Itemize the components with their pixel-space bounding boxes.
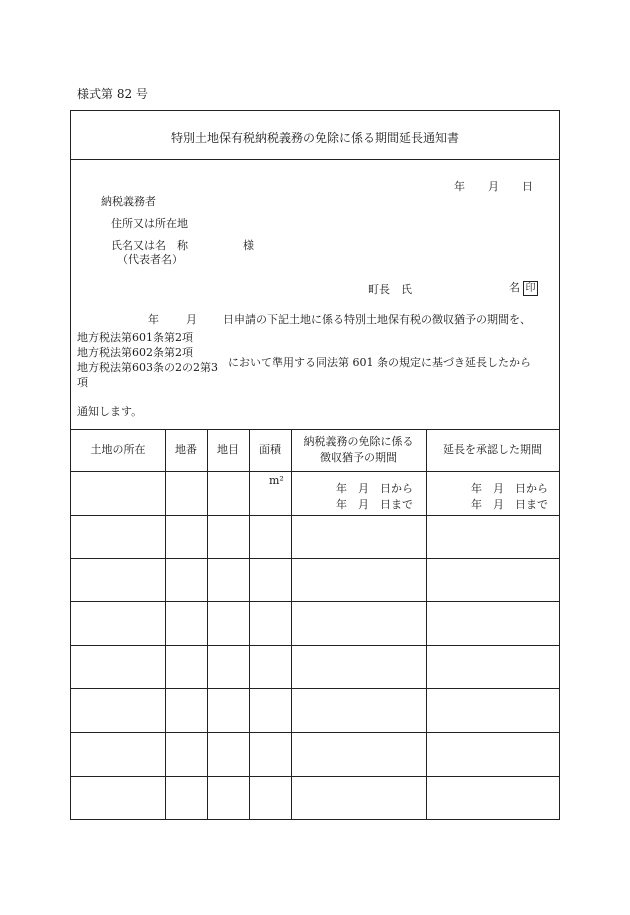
closing-text: 通知します。 [77, 405, 143, 418]
law-option: 地方税法第601条第2項 [77, 331, 193, 344]
row-divider [71, 515, 559, 516]
law-option: 地方税法第603条の2の2第3 [77, 361, 218, 374]
row-divider [71, 688, 559, 689]
deferral-from: 年 月 日から [336, 482, 413, 495]
header-deferral-line2: 徴収猶予の期間 [320, 451, 397, 464]
address-label: 住所又は所在地 [111, 217, 188, 230]
approved-from: 年 月 日から [471, 482, 548, 495]
column-divider [249, 429, 250, 819]
document-title: 特別土地保有税納税義務の免除に係る期間延長通知書 [170, 131, 459, 145]
law-option: 項 [77, 376, 88, 389]
row-divider [71, 732, 559, 733]
row-divider [71, 645, 559, 646]
area-unit: m² [269, 474, 284, 487]
row-divider [71, 776, 559, 777]
approved-to: 年 月 日まで [471, 498, 548, 511]
law-suffix: において準用する同法第 601 条の規定に基づき延長したから [228, 356, 531, 369]
column-divider [426, 429, 427, 819]
title-divider [71, 159, 559, 160]
request-year: 年 [148, 313, 159, 326]
header-area: 面積 [259, 443, 281, 456]
honorific: 様 [243, 239, 254, 252]
row-divider [71, 558, 559, 559]
header-deferral-line1: 納税義務の免除に係る [303, 435, 414, 448]
seal-mark: 印 [523, 281, 538, 296]
taxpayer-label: 納税義務者 [101, 195, 156, 208]
header-land-category: 地目 [217, 443, 239, 456]
row-divider [71, 601, 559, 602]
column-divider [207, 429, 208, 819]
issuer-name-label: 名 [509, 281, 520, 294]
request-text: 日申請の下記土地に係る特別土地保有税の徴収猶予の期間を、 [223, 313, 531, 326]
date-month: 月 [488, 180, 499, 193]
notice-form [70, 110, 560, 820]
column-divider [165, 429, 166, 819]
issuer-title: 町長 氏 [368, 283, 412, 296]
header-location: 土地の所在 [90, 443, 146, 456]
form-number: 様式第 82 号 [77, 87, 148, 101]
law-options [77, 330, 218, 390]
header-lot-number: 地番 [175, 443, 197, 456]
header-approved-period: 延長を承認した期間 [443, 443, 542, 456]
header-divider [71, 471, 559, 472]
representative-label: （代表者名） [117, 253, 183, 266]
header-deferral-period [291, 429, 426, 471]
deferral-to: 年 月 日まで [336, 498, 413, 511]
issuer-name [509, 279, 538, 296]
name-label: 氏名又は名 称 [111, 239, 188, 252]
law-option: 地方税法第602条第2項 [77, 346, 193, 359]
column-divider [291, 429, 292, 819]
date-year: 年 [454, 180, 465, 193]
date-day: 日 [522, 180, 533, 193]
request-month: 月 [186, 313, 197, 326]
